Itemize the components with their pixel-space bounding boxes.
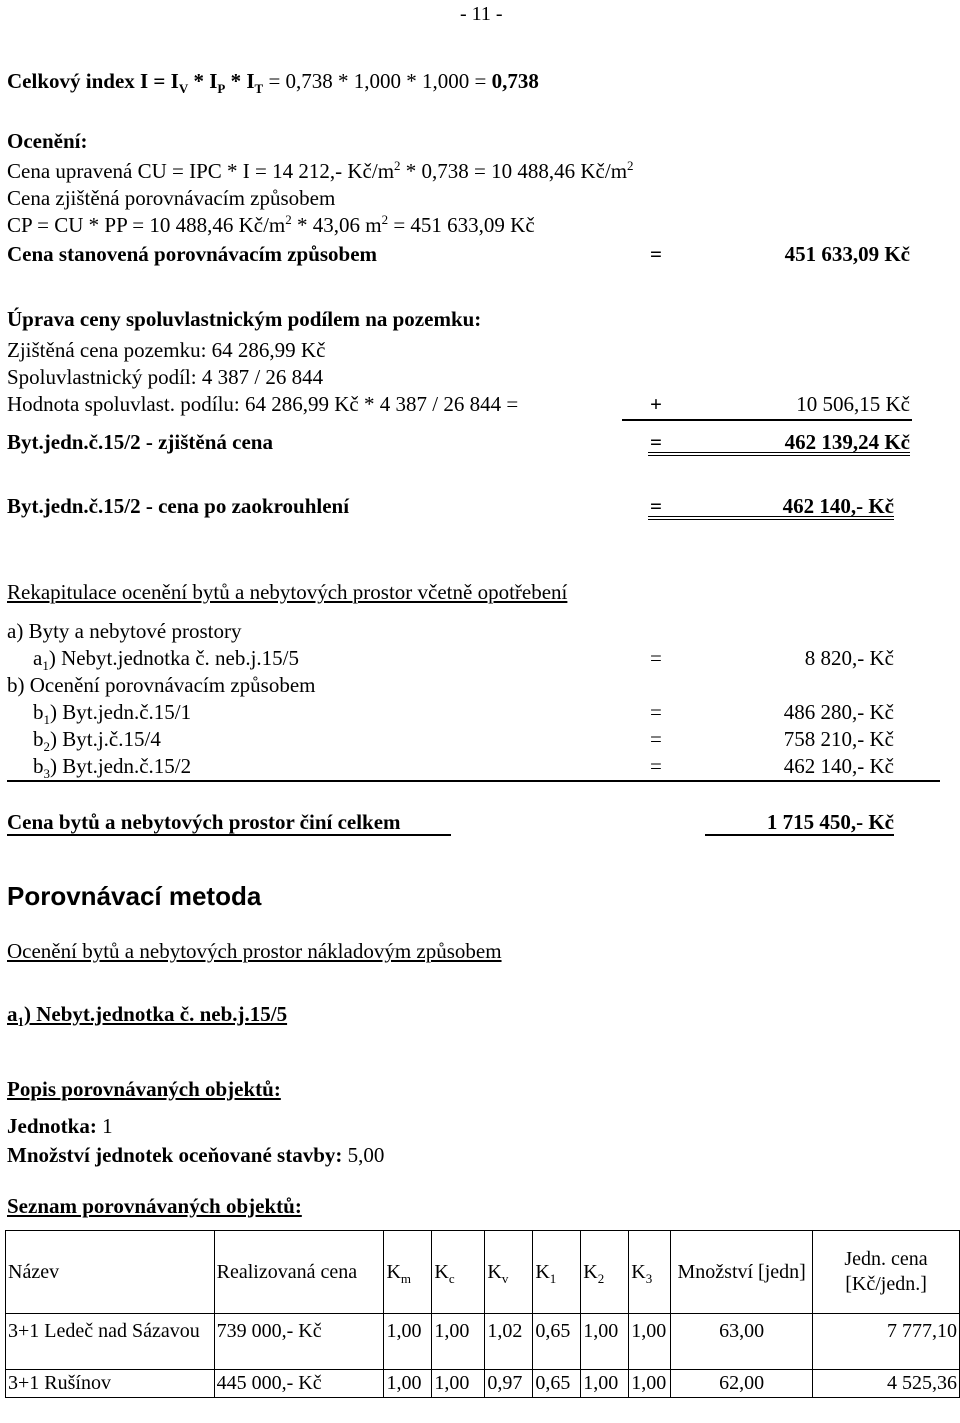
zaokr-label: Byt.jedn.č.15/2 - cena po zaokrouhlení (7, 494, 350, 518)
zjistena-label: Byt.jedn.č.15/2 - zjištěná cena (7, 430, 273, 454)
item-post: ) Nebyt.jednotka č. neb.j.15/5 (24, 1002, 288, 1026)
uprava-heading: Úprava ceny spoluvlastnickým podílem na pozemku: (7, 307, 482, 331)
item-pre: a (7, 1002, 18, 1026)
b3-post: ) Byt.jedn.č.15/2 (50, 754, 192, 778)
page-number: - 11 - (460, 3, 503, 25)
rekap-b3-label (33, 754, 192, 782)
total-value: 1 715 450,- Kč (705, 812, 894, 836)
index-sub-t: T (254, 81, 264, 97)
uprava-line2: Spoluvlastnický podíl: 4 387 / 26 844 (7, 365, 324, 389)
rekap-b3-eq: = (650, 754, 662, 778)
b1-pre: b (33, 700, 44, 724)
b2-post: ) Byt.j.č.15/4 (50, 727, 161, 751)
header-k3: $K_3$ (629, 1231, 671, 1314)
jednotka-label: Jednotka: (7, 1114, 97, 1138)
oceneni-heading: Ocenění: (7, 129, 88, 153)
cell-k3: 1,00 (629, 1314, 671, 1370)
cu-line (7, 158, 634, 183)
cell-cena: 445 000,- Kč (214, 1370, 384, 1398)
mnozstvi-value: 5,00 (342, 1143, 385, 1167)
zaokr-eq: = (650, 494, 662, 518)
cell-cena: 739 000,- Kč (214, 1314, 384, 1370)
index-mid2: * I (225, 69, 255, 93)
cell-nazev: 3+1 Ledeč nad Sázavou (6, 1314, 215, 1370)
rekap-a-heading: a) Byty a nebytové prostory (7, 619, 242, 643)
uprava-line3: Hodnota spoluvlast. podílu: 64 286,99 Kč * 4 387 / 26 844 = (7, 392, 519, 416)
rekap-a1-eq: = (650, 646, 662, 670)
total-index-line (7, 69, 539, 97)
cp-text-a: CP = CU * PP = 10 488,46 Kč/m (7, 213, 286, 237)
cp-line (7, 212, 535, 237)
cell-jedn: 4 525,36 (813, 1370, 960, 1398)
cu-sup1: 2 (394, 158, 401, 173)
index-prefix: Celkový index I = I (7, 69, 179, 93)
cu-text-a: Cena upravená CU = IPC * I = 14 212,- Kč/m (7, 159, 395, 183)
cell-k1: 0,65 (533, 1370, 581, 1398)
zjistena-value: 462 139,24 Kč (784, 430, 910, 454)
cell-kc: 1,00 (432, 1370, 485, 1398)
jednotka-value: 1 (96, 1114, 113, 1138)
cell-kv: 1,02 (485, 1314, 533, 1370)
rekap-heading: Rekapitulace ocenění bytů a nebytových prostor včetně opotřebení (7, 580, 568, 604)
table-row (6, 1370, 960, 1398)
porovnavaci-item (7, 1002, 288, 1030)
item-sub: 1 (17, 1014, 24, 1030)
uprava-line1: Zjištěná cena pozemku: 64 286,99 Kč (7, 338, 326, 362)
rekap-a1-value: 8 820,- Kč (804, 646, 894, 670)
table-header-row (6, 1231, 960, 1314)
zaokr-double-underline (648, 516, 894, 520)
cp-sup2: 2 (381, 212, 389, 227)
cu-text-b: * 0,738 = 10 488,46 Kč/m (400, 159, 628, 183)
cell-k2: 1,00 (581, 1314, 629, 1370)
header-jedn-cena: Jedn. cena [Kč/jedn.] (813, 1231, 960, 1314)
zjistena-double-underline (648, 452, 910, 456)
popis-heading: Popis porovnávaných objektů: (7, 1077, 281, 1101)
b1-sub: 1 (43, 712, 50, 728)
rekap-b-heading: b) Ocenění porovnávacím způsobem (7, 673, 316, 697)
cell-nazev: 3+1 Rušínov (6, 1370, 215, 1398)
a1-post: ) Nebyt.jednotka č. neb.j.15/5 (48, 646, 300, 670)
header-mnozstvi: Množství [jedn] (671, 1231, 813, 1314)
rekap-b1-label (33, 700, 192, 728)
index-mid1: * I (188, 69, 218, 93)
rekap-b3-value: 462 140,- Kč (783, 754, 894, 778)
cell-km: 1,00 (384, 1370, 432, 1398)
rekap-rule (7, 780, 940, 782)
sum-rule (622, 419, 912, 421)
cell-kc: 1,00 (432, 1314, 485, 1370)
index-rest: = 0,738 * 1,000 * 1,000 = (263, 69, 492, 93)
b3-sub: 3 (43, 766, 50, 782)
cp-text-c: = 451 633,09 Kč (388, 213, 535, 237)
header-km: $K_m$ (384, 1231, 432, 1314)
cell-k1: 0,65 (533, 1314, 581, 1370)
rekap-b2-label (33, 727, 161, 755)
jednotka-line (7, 1116, 113, 1137)
mnozstvi-label: Množství jednotek oceňované stavby: (7, 1143, 343, 1167)
cell-km: 1,00 (384, 1314, 432, 1370)
cell-mnozstvi: 63,00 (671, 1314, 813, 1370)
stanovena-eq: = (650, 242, 662, 266)
cell-k3: 1,00 (629, 1370, 671, 1398)
zaokr-value: 462 140,- Kč (782, 494, 894, 518)
rekap-a1-label (33, 646, 300, 674)
b2-sub: 2 (43, 739, 50, 755)
stanovena-label: Cena stanovená porovnávacím způsobem (7, 242, 378, 266)
rekap-b1-value: 486 280,- Kč (783, 700, 894, 724)
b3-pre: b (33, 754, 44, 778)
header-k1: $K_1$ (533, 1231, 581, 1314)
total-label: Cena bytů a nebytových prostor činí celkem (7, 812, 451, 836)
cell-jedn: 7 777,10 (813, 1314, 960, 1370)
cu-sup2: 2 (627, 158, 634, 173)
b2-pre: b (33, 727, 44, 751)
seznam-heading: Seznam porovnávaných objektů: (7, 1194, 302, 1218)
table-row (6, 1314, 960, 1370)
rekap-b2-value: 758 210,- Kč (783, 727, 894, 751)
porovnavaci-title: Porovnávací metoda (7, 881, 262, 911)
header-kc: $K_c$ (432, 1231, 485, 1314)
a1-pre: a (33, 646, 43, 670)
index-result: 0,738 (491, 69, 539, 93)
rekap-b1-eq: = (650, 700, 662, 724)
header-kv: $K_v$ (485, 1231, 533, 1314)
uprava-line3-value: 10 506,15 Kč (796, 392, 910, 416)
index-sub-p: P (217, 81, 226, 97)
mnozstvi-line (7, 1145, 384, 1166)
b1-post: ) Byt.jedn.č.15/1 (50, 700, 192, 724)
porovnavaci-subtitle: Ocenění bytů a nebytových prostor nákladovým způsobem (7, 939, 502, 963)
zjistena-eq: = (650, 430, 662, 454)
header-k2: $K_2$ (581, 1231, 629, 1314)
cp-text-b: * 43,06 m (291, 213, 382, 237)
header-realizovana: Realizovaná cena (214, 1231, 384, 1314)
stanovena-value: 451 633,09 Kč (784, 242, 910, 266)
header-nazev: Název (6, 1231, 215, 1314)
uprava-plus: + (650, 392, 662, 416)
cp-sup1: 2 (285, 212, 292, 227)
index-sub-v: V (178, 81, 189, 97)
comparison-table (5, 1230, 960, 1398)
a1-sub: 1 (42, 658, 49, 674)
cell-mnozstvi: 62,00 (671, 1370, 813, 1398)
cz-label: Cena zjištěná porovnávacím způsobem (7, 186, 336, 210)
rekap-b2-eq: = (650, 727, 662, 751)
cell-k2: 1,00 (581, 1370, 629, 1398)
cell-kv: 0,97 (485, 1370, 533, 1398)
